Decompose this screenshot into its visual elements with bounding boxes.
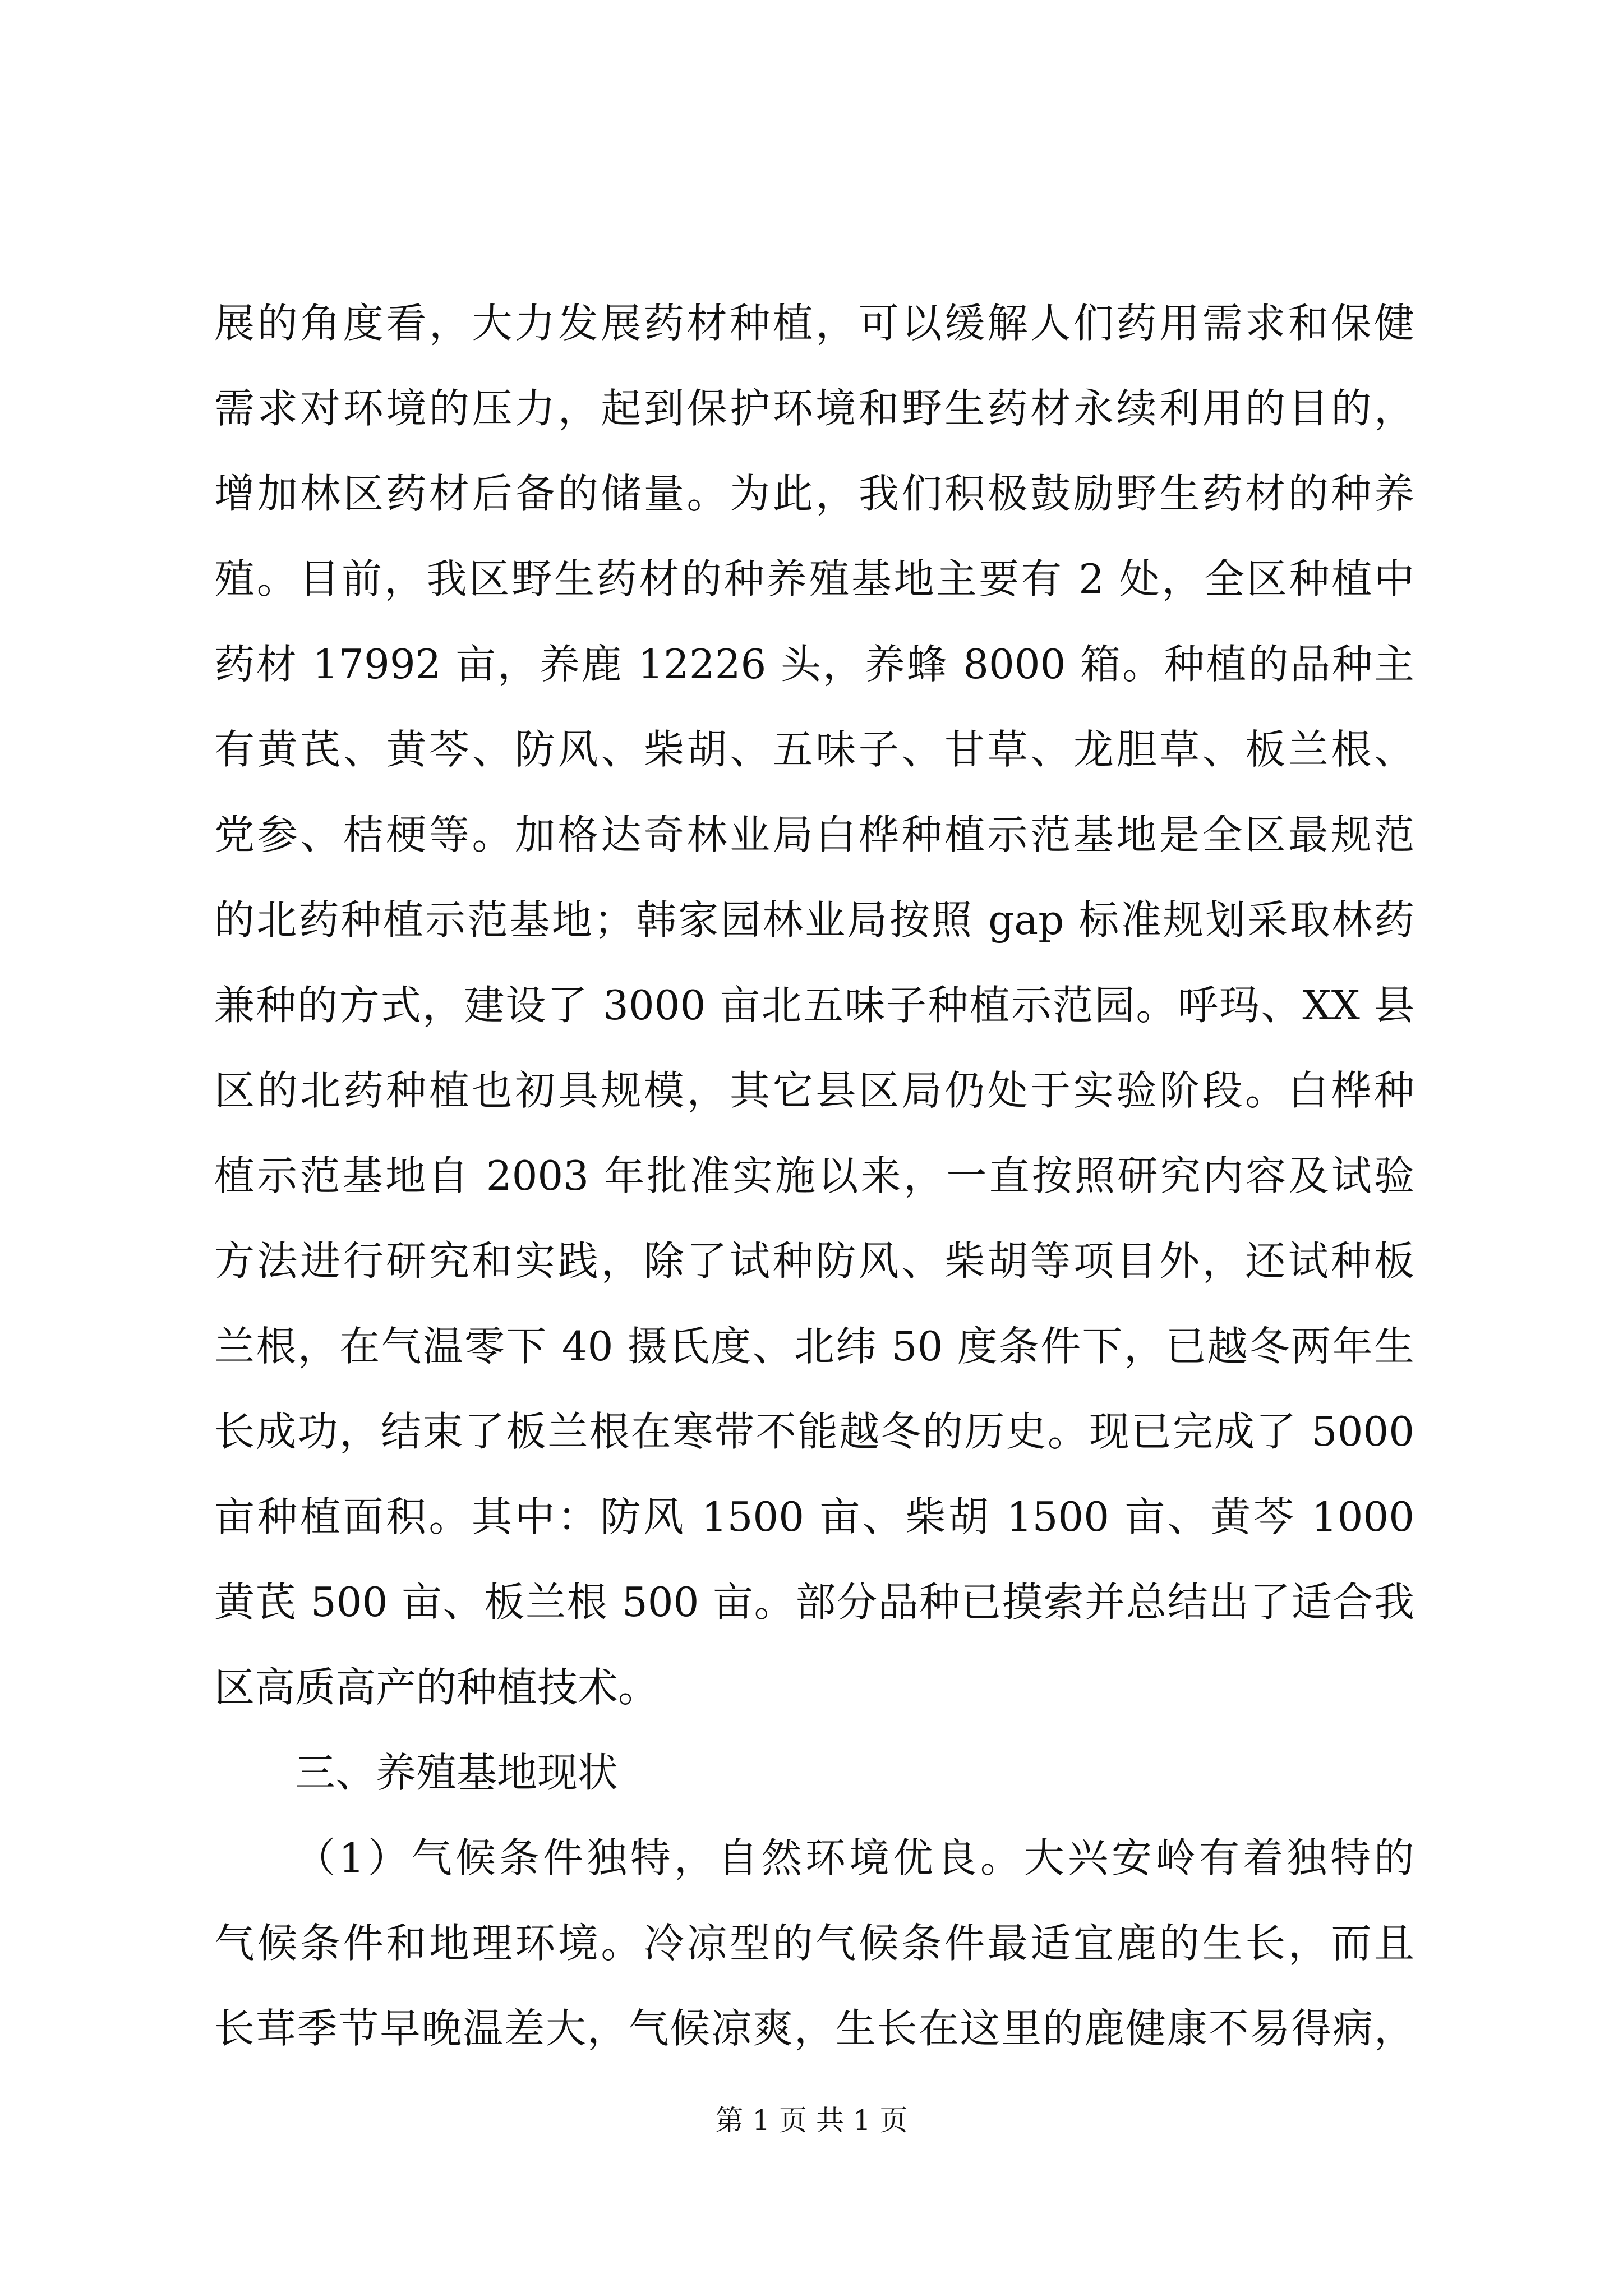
text-line: 药材 17992 亩，养鹿 12226 头，养蜂 8000 箱。种植的品种主: [214, 641, 1414, 688]
text-line: 的北药种植示范基地；韩家园林业局按照 gap 标准规划采取林药: [214, 896, 1414, 944]
text-line: 气候条件和地理环境。冷凉型的气候条件最适宜鹿的生长，而且: [214, 1920, 1414, 1967]
page-footer: [0, 2098, 1623, 2138]
text-line: 方法进行研究和实践，除了试种防风、柴胡等项目外，还试种板: [214, 1237, 1414, 1285]
page-number: 第 1 页 共 1 页: [715, 2104, 908, 2137]
text-line: 兰根，在气温零下 40 摄氏度、北纬 50 度条件下，已越冬两年生: [214, 1323, 1414, 1370]
body-text: [214, 280, 1414, 2071]
text-line: 展的角度看，大力发展药材种植，可以缓解人们药用需求和保健: [214, 300, 1414, 347]
text-line: 长成功，结束了板兰根在寒带不能越冬的历史。现已完成了 5000: [214, 1408, 1414, 1455]
text-line: 亩种植面积。其中：防风 1500 亩、柴胡 1500 亩、黄芩 1000: [214, 1493, 1414, 1540]
text-line: 长茸季节早晚温差大，气候凉爽，生长在这里的鹿健康不易得病，: [214, 2005, 1414, 2052]
text-line: 需求对环境的压力，起到保护环境和野生药材永续利用的目的，: [214, 385, 1414, 432]
section-heading: 三、养殖基地现状: [295, 1749, 619, 1796]
text-line: 党参、桔梗等。加格达奇林业局白桦种植示范基地是全区最规范: [214, 811, 1414, 858]
text-line: 殖。目前，我区野生药材的种养殖基地主要有 2 处，全区种植中: [214, 555, 1414, 602]
text-line: 有黄芪、黄芩、防风、柴胡、五味子、甘草、龙胆草、板兰根、: [214, 726, 1414, 773]
text-line: 区高质高产的种植技术。: [214, 1664, 659, 1711]
text-line: 黄芪 500 亩、板兰根 500 亩。部分品种已摸索并总结出了适合我: [214, 1579, 1414, 1626]
text-line: （1）气候条件独特，自然环境优良。大兴安岭有着独特的: [295, 1834, 1414, 1881]
text-line: 增加林区药材后备的储量。为此，我们积极鼓励野生药材的种养: [214, 470, 1414, 517]
text-line: 植示范基地自 2003 年批准实施以来，一直按照研究内容及试验: [214, 1152, 1414, 1199]
text-line: 兼种的方式，建设了 3000 亩北五味子种植示范园。呼玛、XX 县: [214, 982, 1414, 1029]
text-line: 区的北药种植也初具规模，其它县区局仍处于实验阶段。白桦种: [214, 1067, 1414, 1114]
